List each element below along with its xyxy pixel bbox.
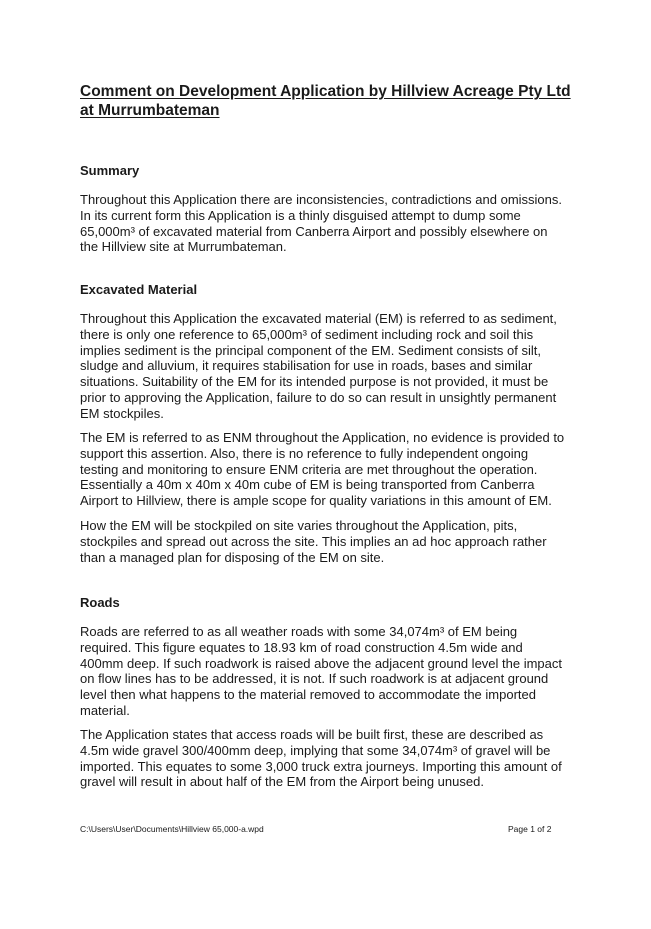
text-line: How the EM will be stockpiled on site varies throughout the Application, pits, xyxy=(80,518,518,533)
text-line: In its current form this Application is a thinly disguised attempt to dump some xyxy=(80,207,521,223)
text-line: implies sediment is the principal component of the EM. Sediment consists of silt, xyxy=(80,342,541,358)
text-line: The EM is referred to as ENM throughout the Application, no evidence is provided to xyxy=(80,430,565,445)
text-line: sludge and alluvium, it requires stabilisation for use in roads, bases and similar xyxy=(80,358,533,374)
text-line: than a managed plan for disposing of the EM on site. xyxy=(80,549,385,565)
summary-paragraph-block xyxy=(80,192,580,255)
text-line: on flow lines has to be addressed, it is not. If such roadwork is at adjacent ground xyxy=(80,671,549,687)
summary-section xyxy=(80,163,580,179)
text-line: Throughout this Application the excavated material (EM) is referred to as sediment, xyxy=(80,311,557,326)
text-line: support this assertion. Also, there is no reference to fully independent ongoing xyxy=(80,445,529,461)
text-line: stockpiles and spread out across the site. This implies an ad hoc approach rather xyxy=(80,533,547,549)
excavated-paragraph-2-block xyxy=(80,430,580,509)
roads-section xyxy=(80,595,580,611)
roads-paragraph-2 xyxy=(80,727,580,790)
footer-page-number: Page 1 of 2 xyxy=(508,824,552,834)
excavated-paragraph-1-block xyxy=(80,311,580,422)
text-line: Throughout this Application there are inconsistencies, contradictions and omissions. xyxy=(80,192,562,207)
text-line: prior to approving the Application, failure to do so can result in unsightly permanent xyxy=(80,389,557,405)
roads-paragraph-1 xyxy=(80,624,580,719)
text-line: testing and monitoring to ensure ENM criteria are met throughout the operation. xyxy=(80,461,538,477)
document-title xyxy=(80,82,580,120)
excavated-paragraph-3-block xyxy=(80,518,580,565)
summary-paragraph xyxy=(80,192,580,255)
roads-paragraph-1-block xyxy=(80,624,580,719)
roads-paragraph-2-block xyxy=(80,727,580,790)
document-title-line-2: at Murrumbateman xyxy=(80,102,220,119)
text-line: 65,000m³ of excavated material from Canberra Airport and possibly elsewhere on xyxy=(80,223,548,239)
text-line: 4.5m wide gravel 300/400mm deep, implying that some 34,074m³ of gravel will be xyxy=(80,742,551,758)
text-line: gravel will result in about half of the EM from the Airport being unused. xyxy=(80,774,484,790)
text-line: The Application states that access roads will be built first, these are described as xyxy=(80,727,544,742)
text-line: 400mm deep. If such roadwork is raised above the adjacent ground level the impact xyxy=(80,655,562,671)
text-line: situations. Suitability of the EM for its intended purpose is not provided, it must be xyxy=(80,374,549,390)
text-line: Airport to Hillview, there is ample scope for quality variations in this amount of EM. xyxy=(80,493,552,509)
text-line: imported. This equates to some 3,000 truck extra journeys. Importing this amount of xyxy=(80,758,562,774)
text-line: required. This figure equates to 18.93 km of road construction 4.5m wide and xyxy=(80,639,523,655)
excavated-material-section xyxy=(80,282,580,298)
excavated-paragraph-2 xyxy=(80,430,580,509)
excavated-paragraph-3 xyxy=(80,518,580,565)
document-title-line-1: Comment on Development Application by Hillview Acreage Pty Ltd xyxy=(80,83,571,100)
text-line: there is only one reference to 65,000m³ of sediment including rock and soil this xyxy=(80,326,534,342)
text-line: Essentially a 40m x 40m x 40m cube of EM is being transported from Canberra xyxy=(80,477,535,493)
text-line: level then what happens to the material removed to accommodate the imported xyxy=(80,687,536,703)
text-line: Roads are referred to as all weather roads with some 34,074m³ of EM being xyxy=(80,624,518,639)
summary-heading: Summary xyxy=(80,163,140,178)
excavated-paragraph-1 xyxy=(80,311,580,422)
text-line: material. xyxy=(80,702,130,718)
footer-file-path: C:\Users\User\Documents\Hillview 65,000-a.wpd xyxy=(80,824,264,834)
text-line: the Hillview site at Murrumbateman. xyxy=(80,239,287,255)
text-line: EM stockpiles. xyxy=(80,405,164,421)
excavated-material-heading: Excavated Material xyxy=(80,282,198,297)
roads-heading: Roads xyxy=(80,595,120,610)
